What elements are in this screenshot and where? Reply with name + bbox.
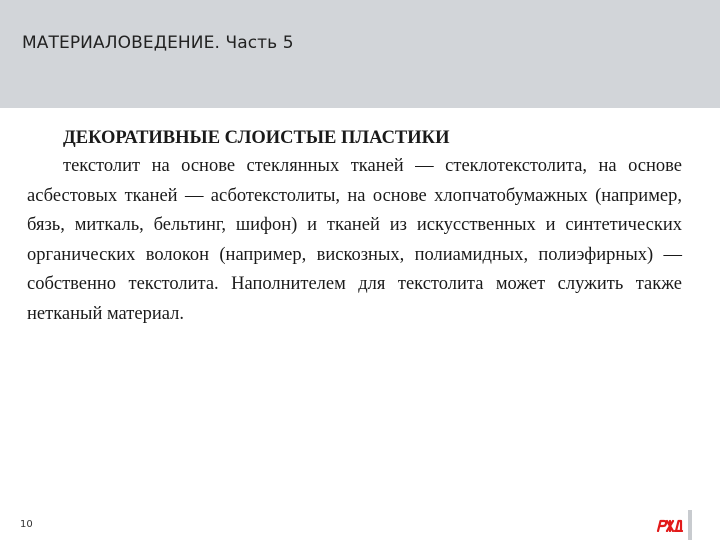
page-number: 10 xyxy=(20,519,33,530)
content-area xyxy=(27,124,682,329)
rzd-logo-icon xyxy=(656,518,684,532)
header-band xyxy=(0,0,720,108)
footer-accent-bar xyxy=(688,510,692,540)
section-heading: ДЕКОРАТИВНЫЕ СЛОИСТЫЕ ПЛАСТИКИ xyxy=(63,128,450,148)
slide-title: МАТЕРИАЛОВЕДЕНИЕ. Часть 5 xyxy=(22,33,294,53)
body-paragraph: текстолит на основе стеклянных тканей — стеклотекстолита, на основе асбестовых тканей — асботекстолиты, на основе хлопчатобумажных (например, бязь, миткаль, бельтинг, шифон) и тканей из искусственных и синтетических органических волокон (например, вискозных, полиамидных, полиэфирных) — собственно текстолита. Наполнителем для текстолита может служить также нетканый материал. xyxy=(27,156,682,324)
